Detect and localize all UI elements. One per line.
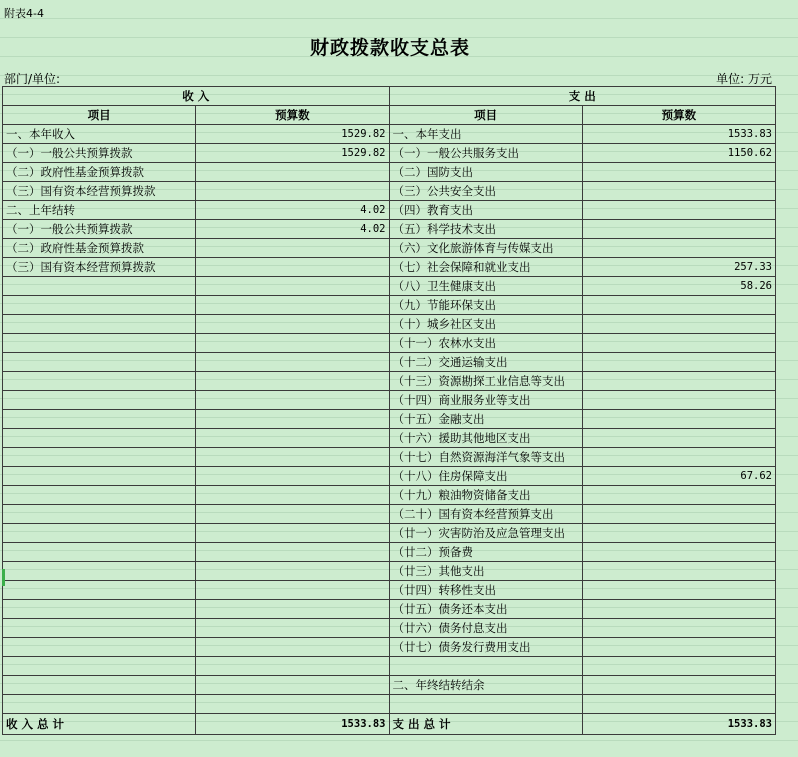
- expense-value-cell[interactable]: [582, 448, 775, 467]
- income-value-cell[interactable]: [196, 163, 389, 182]
- expense-value-cell[interactable]: [582, 543, 775, 562]
- income-item-cell[interactable]: [3, 638, 196, 657]
- expense-item-cell[interactable]: 一、本年支出: [389, 125, 582, 144]
- expense-value-cell[interactable]: [582, 505, 775, 524]
- expense-value-cell[interactable]: [582, 353, 775, 372]
- table-row: [3, 353, 776, 372]
- income-item-cell[interactable]: [3, 429, 196, 448]
- income-item-header[interactable]: 项目: [3, 106, 196, 125]
- table-row: [3, 315, 776, 334]
- expense-value-cell[interactable]: [582, 676, 775, 695]
- expense-item-cell[interactable]: （十一）农林水支出: [389, 334, 582, 353]
- expense-item-cell[interactable]: （廿七）债务发行费用支出: [389, 638, 582, 657]
- table-row: [3, 657, 776, 676]
- expense-item-cell[interactable]: （廿三）其他支出: [389, 562, 582, 581]
- totals-row: [3, 714, 776, 735]
- table-row: [3, 239, 776, 258]
- expense-item-cell[interactable]: 二、年终结转结余: [389, 676, 582, 695]
- expense-item-cell[interactable]: （七）社会保障和就业支出: [389, 258, 582, 277]
- income-value-cell[interactable]: [196, 581, 389, 600]
- income-value-cell[interactable]: [196, 619, 389, 638]
- income-value-cell[interactable]: [196, 448, 389, 467]
- expense-value-cell[interactable]: 1533.83: [582, 125, 775, 144]
- table-row: [3, 524, 776, 543]
- expense-value-cell[interactable]: [582, 619, 775, 638]
- expense-value-cell[interactable]: [582, 182, 775, 201]
- expense-item-header[interactable]: 项目: [389, 106, 582, 125]
- income-item-cell[interactable]: [3, 372, 196, 391]
- table-row: [3, 372, 776, 391]
- expense-item-cell[interactable]: （廿四）转移性支出: [389, 581, 582, 600]
- expense-value-cell[interactable]: 58.26: [582, 277, 775, 296]
- income-item-cell[interactable]: [3, 467, 196, 486]
- income-value-cell[interactable]: [196, 372, 389, 391]
- income-item-cell[interactable]: （三）国有资本经营预算拨款: [3, 182, 196, 201]
- expense-value-cell[interactable]: [582, 372, 775, 391]
- income-item-cell[interactable]: 二、上年结转: [3, 201, 196, 220]
- income-value-cell[interactable]: [196, 391, 389, 410]
- income-value-cell[interactable]: [196, 467, 389, 486]
- income-item-cell[interactable]: [3, 410, 196, 429]
- income-value-cell[interactable]: [196, 505, 389, 524]
- income-item-cell[interactable]: [3, 334, 196, 353]
- income-value-cell[interactable]: [196, 258, 389, 277]
- income-item-cell[interactable]: （一）一般公共预算拨款: [3, 144, 196, 163]
- expense-item-cell[interactable]: （六）文化旅游体育与传媒支出: [389, 239, 582, 258]
- expense-item-cell[interactable]: [389, 657, 582, 676]
- income-value-cell[interactable]: [196, 657, 389, 676]
- income-item-cell[interactable]: [3, 657, 196, 676]
- table-row: [3, 125, 776, 144]
- income-value-cell[interactable]: [196, 182, 389, 201]
- table-row: [3, 277, 776, 296]
- income-value-cell[interactable]: 4.02: [196, 201, 389, 220]
- income-item-cell[interactable]: 一、本年收入: [3, 125, 196, 144]
- expense-value-cell[interactable]: [582, 657, 775, 676]
- income-value-cell[interactable]: [196, 562, 389, 581]
- income-value-cell[interactable]: [196, 315, 389, 334]
- expense-item-cell[interactable]: （二十）国有资本经营预算支出: [389, 505, 582, 524]
- income-value-cell[interactable]: 4.02: [196, 220, 389, 239]
- income-value-cell[interactable]: [196, 543, 389, 562]
- income-total-value[interactable]: 1533.83: [196, 714, 389, 735]
- income-item-cell[interactable]: [3, 562, 196, 581]
- table-row: [3, 562, 776, 581]
- expense-value-cell[interactable]: 67.62: [582, 467, 775, 486]
- income-budget-header[interactable]: 预算数: [196, 106, 389, 125]
- selected-cell-indicator: [2, 569, 5, 586]
- table-row: [3, 429, 776, 448]
- expense-value-cell[interactable]: [582, 524, 775, 543]
- expense-value-cell[interactable]: [582, 638, 775, 657]
- income-value-cell[interactable]: [196, 239, 389, 258]
- expense-item-cell[interactable]: （九）节能环保支出: [389, 296, 582, 315]
- income-item-cell[interactable]: [3, 315, 196, 334]
- expense-item-cell[interactable]: （八）卫生健康支出: [389, 277, 582, 296]
- expense-value-cell[interactable]: [582, 410, 775, 429]
- expense-value-cell[interactable]: [582, 581, 775, 600]
- table-row: [3, 600, 776, 619]
- table-row: [3, 543, 776, 562]
- budget-table: [2, 86, 776, 735]
- expense-item-cell[interactable]: （十八）住房保障支出: [389, 467, 582, 486]
- expense-value-cell[interactable]: [582, 562, 775, 581]
- income-value-cell[interactable]: [196, 695, 389, 714]
- income-item-cell[interactable]: [3, 695, 196, 714]
- income-item-cell[interactable]: [3, 676, 196, 695]
- expense-value-cell[interactable]: [582, 201, 775, 220]
- income-total-label[interactable]: 收 入 总 计: [3, 714, 196, 735]
- income-item-cell[interactable]: （二）政府性基金预算拨款: [3, 239, 196, 258]
- table-row: [3, 581, 776, 600]
- income-value-cell[interactable]: [196, 429, 389, 448]
- income-value-cell[interactable]: [196, 296, 389, 315]
- table-row: [3, 486, 776, 505]
- table-row: [3, 638, 776, 657]
- expense-item-cell[interactable]: （廿五）债务还本支出: [389, 600, 582, 619]
- table-row: [3, 201, 776, 220]
- table-row: [3, 467, 776, 486]
- income-item-cell[interactable]: [3, 524, 196, 543]
- expense-item-cell[interactable]: [389, 695, 582, 714]
- table-row: [3, 258, 776, 277]
- table-row: [3, 220, 776, 239]
- income-item-cell[interactable]: [3, 486, 196, 505]
- income-value-cell[interactable]: [196, 638, 389, 657]
- unit-label: 单位: 万元: [716, 72, 772, 86]
- expense-item-cell[interactable]: （五）科学技术支出: [389, 220, 582, 239]
- expense-item-cell[interactable]: （廿六）债务付息支出: [389, 619, 582, 638]
- table-row: [3, 448, 776, 467]
- income-item-cell[interactable]: [3, 543, 196, 562]
- income-value-cell[interactable]: [196, 486, 389, 505]
- income-item-cell[interactable]: [3, 277, 196, 296]
- page-title: 财政拨款收支总表: [309, 37, 470, 59]
- table-row: [3, 695, 776, 714]
- expense-item-cell[interactable]: （廿一）灾害防治及应急管理支出: [389, 524, 582, 543]
- expense-value-cell[interactable]: 257.33: [582, 258, 775, 277]
- income-item-cell[interactable]: [3, 448, 196, 467]
- expense-value-cell[interactable]: [582, 315, 775, 334]
- table-row: [3, 391, 776, 410]
- table-row: [3, 163, 776, 182]
- income-item-cell[interactable]: （一）一般公共预算拨款: [3, 220, 196, 239]
- table-row: [3, 144, 776, 163]
- income-item-cell[interactable]: [3, 391, 196, 410]
- expense-budget-header[interactable]: 预算数: [582, 106, 775, 125]
- column-header-row: [3, 106, 776, 125]
- income-value-cell[interactable]: [196, 353, 389, 372]
- table-row: [3, 334, 776, 353]
- expense-total-label[interactable]: 支 出 总 计: [389, 714, 582, 735]
- income-item-cell[interactable]: [3, 619, 196, 638]
- table-row: [3, 296, 776, 315]
- income-item-cell[interactable]: [3, 581, 196, 600]
- expense-item-cell[interactable]: （十六）援助其他地区支出: [389, 429, 582, 448]
- expense-value-cell[interactable]: [582, 695, 775, 714]
- expense-item-cell[interactable]: （二）国防支出: [389, 163, 582, 182]
- expense-item-cell[interactable]: （十七）自然资源海洋气象等支出: [389, 448, 582, 467]
- income-group-header[interactable]: 收 入: [3, 87, 390, 106]
- expense-value-cell[interactable]: [582, 391, 775, 410]
- table-row: [3, 619, 776, 638]
- expense-value-cell[interactable]: [582, 296, 775, 315]
- income-value-cell[interactable]: [196, 334, 389, 353]
- income-value-cell[interactable]: [196, 524, 389, 543]
- expense-group-header[interactable]: 支 出: [389, 87, 776, 106]
- table-row: [3, 676, 776, 695]
- attachment-note: 附表4-4: [4, 7, 44, 20]
- table-row: [3, 182, 776, 201]
- income-value-cell[interactable]: 1529.82: [196, 144, 389, 163]
- income-value-cell[interactable]: [196, 676, 389, 695]
- income-item-cell[interactable]: [3, 296, 196, 315]
- expense-value-cell[interactable]: [582, 429, 775, 448]
- expense-item-cell[interactable]: （三）公共安全支出: [389, 182, 582, 201]
- table-row: [3, 505, 776, 524]
- income-item-cell[interactable]: [3, 353, 196, 372]
- expense-item-cell[interactable]: （十二）交通运输支出: [389, 353, 582, 372]
- expense-value-cell[interactable]: [582, 220, 775, 239]
- expense-item-cell[interactable]: （十五）金融支出: [389, 410, 582, 429]
- department-label: 部门/单位:: [4, 72, 61, 86]
- expense-item-cell[interactable]: （一）一般公共服务支出: [389, 144, 582, 163]
- expense-item-cell[interactable]: （十）城乡社区支出: [389, 315, 582, 334]
- table-row: [3, 410, 776, 429]
- group-header-row: [3, 87, 776, 106]
- expense-item-cell[interactable]: （廿二）预备费: [389, 543, 582, 562]
- expense-item-cell[interactable]: （十四）商业服务业等支出: [389, 391, 582, 410]
- income-value-cell[interactable]: 1529.82: [196, 125, 389, 144]
- income-value-cell[interactable]: [196, 600, 389, 619]
- expense-total-value[interactable]: 1533.83: [582, 714, 775, 735]
- income-item-cell[interactable]: （三）国有资本经营预算拨款: [3, 258, 196, 277]
- expense-value-cell[interactable]: [582, 334, 775, 353]
- expense-value-cell[interactable]: 1150.62: [582, 144, 775, 163]
- income-item-cell[interactable]: [3, 505, 196, 524]
- income-item-cell[interactable]: [3, 600, 196, 619]
- income-item-cell[interactable]: （二）政府性基金预算拨款: [3, 163, 196, 182]
- expense-value-cell[interactable]: [582, 239, 775, 258]
- expense-value-cell[interactable]: [582, 486, 775, 505]
- income-value-cell[interactable]: [196, 277, 389, 296]
- expense-item-cell[interactable]: （四）教育支出: [389, 201, 582, 220]
- expense-value-cell[interactable]: [582, 163, 775, 182]
- expense-value-cell[interactable]: [582, 600, 775, 619]
- expense-item-cell[interactable]: （十九）粮油物资储备支出: [389, 486, 582, 505]
- income-value-cell[interactable]: [196, 410, 389, 429]
- expense-item-cell[interactable]: （十三）资源勘探工业信息等支出: [389, 372, 582, 391]
